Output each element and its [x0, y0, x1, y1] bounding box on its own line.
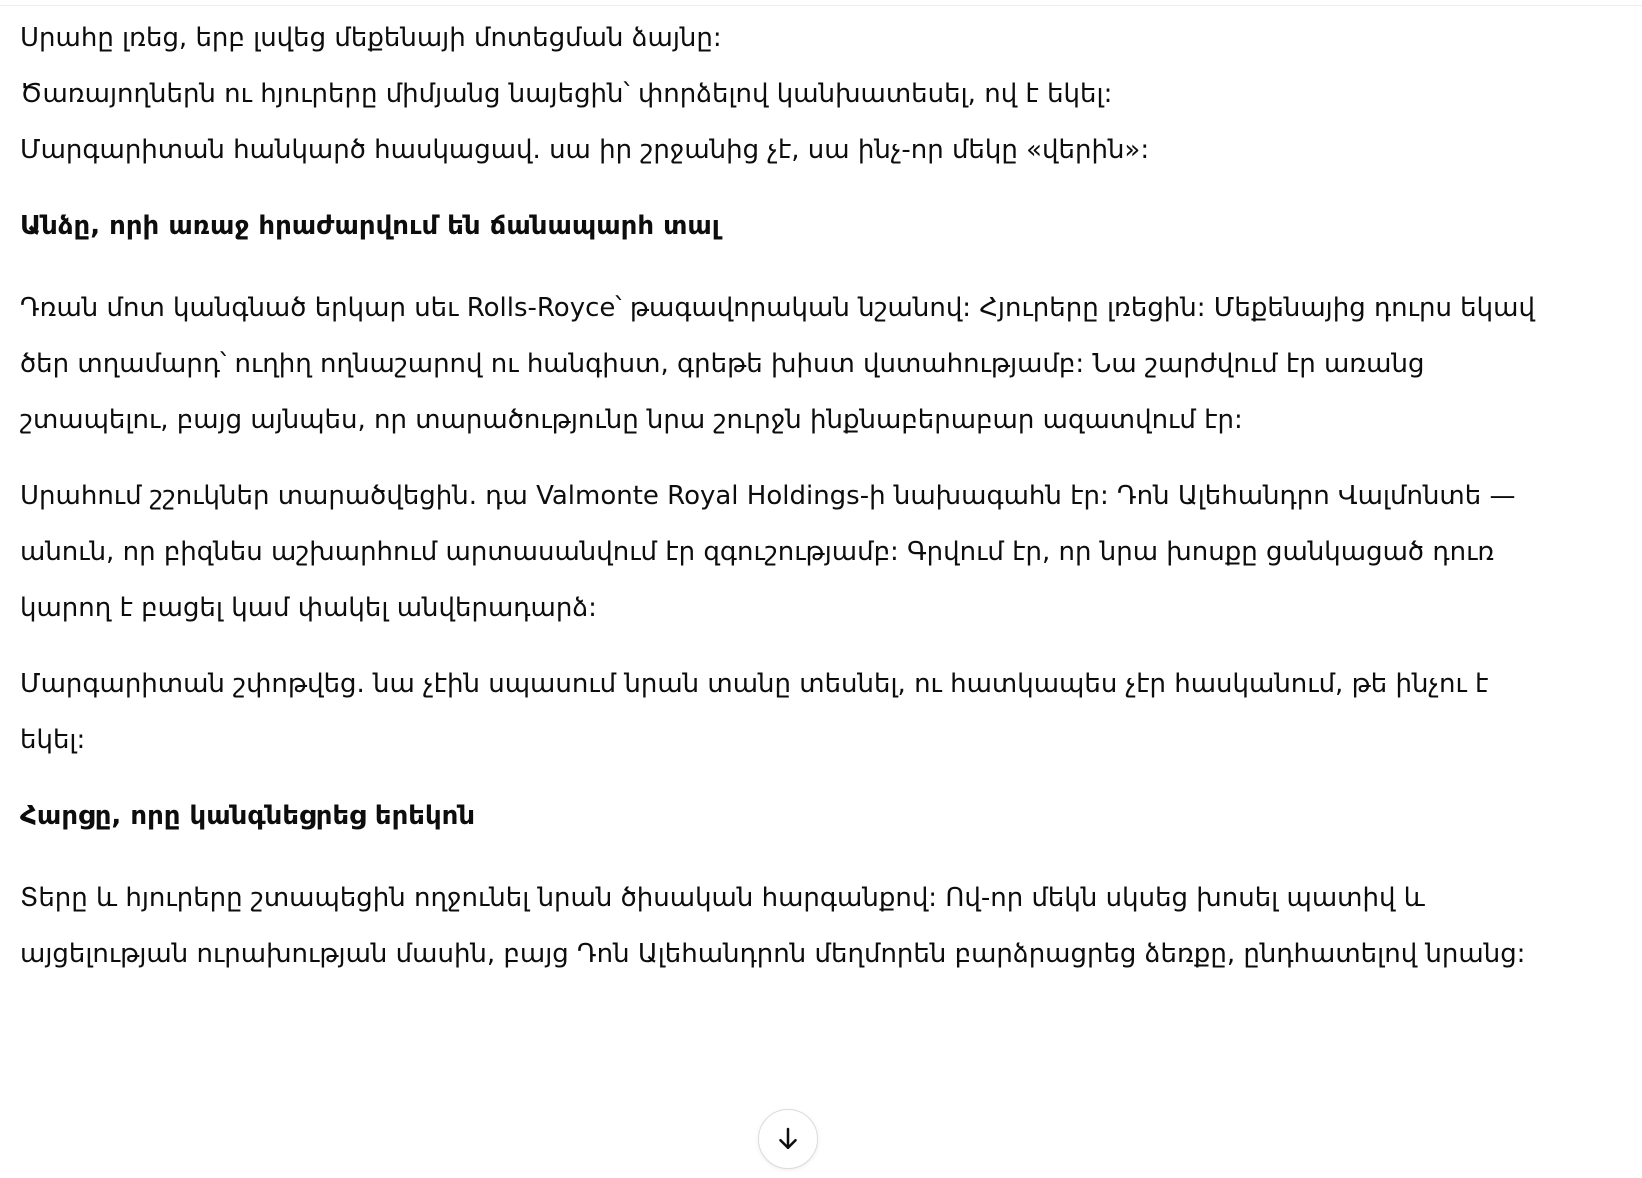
section-heading: Անձը, որի առաջ հրաժարվում են ճանապարհ տալ	[20, 211, 720, 241]
scroll-to-bottom-button[interactable]	[758, 1109, 818, 1169]
message-content	[20, 10, 1560, 1002]
intro-line: Ծառայողներն ու հյուրերը միմյանց նայեցին՝ փորձելով կանխատեսել, ով է եկել:	[20, 79, 1113, 109]
intro-line: Սրահը լռեց, երբ լսվեց մեքենայի մոտեցման ձայնը:	[20, 23, 722, 53]
section-heading: Հարցը, որը կանգնեցրեց երեկոն	[20, 801, 476, 831]
top-divider	[0, 0, 1642, 6]
paragraph: Սրահում շշուկներ տարածվեցին. դա Valmonte Royal Holdings-ի նախագահն էր: Դոն Ալեհանդրո Վալմոնտե — անուն, որ բիզնես աշխարհում արտասանվում էր զգուշությամբ: Գրվում էր, որ նրա խոսքը ցանկացած դուռ կարող է բացել կամ փակել անվերադարձ:	[20, 481, 1516, 623]
paragraph: Մարգարիտան շփոթվեց. նա չէին սպասում նրան տանը տեսնել, ու հատկապես չէր հասկանում, թե ինչու է եկել:	[20, 669, 1489, 755]
arrow-down-icon	[773, 1124, 803, 1154]
paragraph: Դռան մոտ կանգնած երկար սեւ Rolls-Royce՝ թագավորական նշանով: Հյուրերը լռեցին: Մեքենայից դուրս եկավ ծեր տղամարդ՝ ուղիղ ողնաշարով ու հանգիստ, գրեթե խիստ վստահությամբ: Նա շարժվում էր առանց շտապելու, բայց այնպես, որ տարածությունը նրա շուրջն ինքնաբերաբար ազատվում էր:	[20, 293, 1535, 435]
intro-line: Մարգարիտան հանկարծ հասկացավ. սա իր շրջանից չէ, սա ինչ-որ մեկը «վերին»:	[20, 135, 1150, 165]
paragraph: Տերը և հյուրերը շտապեցին ողջունել նրան ծիսական հարգանքով: Ով-որ մեկն սկսեց խոսել պատիվ և այցելության ուրախության մասին, բայց Դոն Ալեհանդրոն մեղմորեն բարձրացրեց ձեռքը, ընդհատելով նրանց:	[20, 883, 1526, 969]
intro-paragraph	[20, 10, 1560, 178]
